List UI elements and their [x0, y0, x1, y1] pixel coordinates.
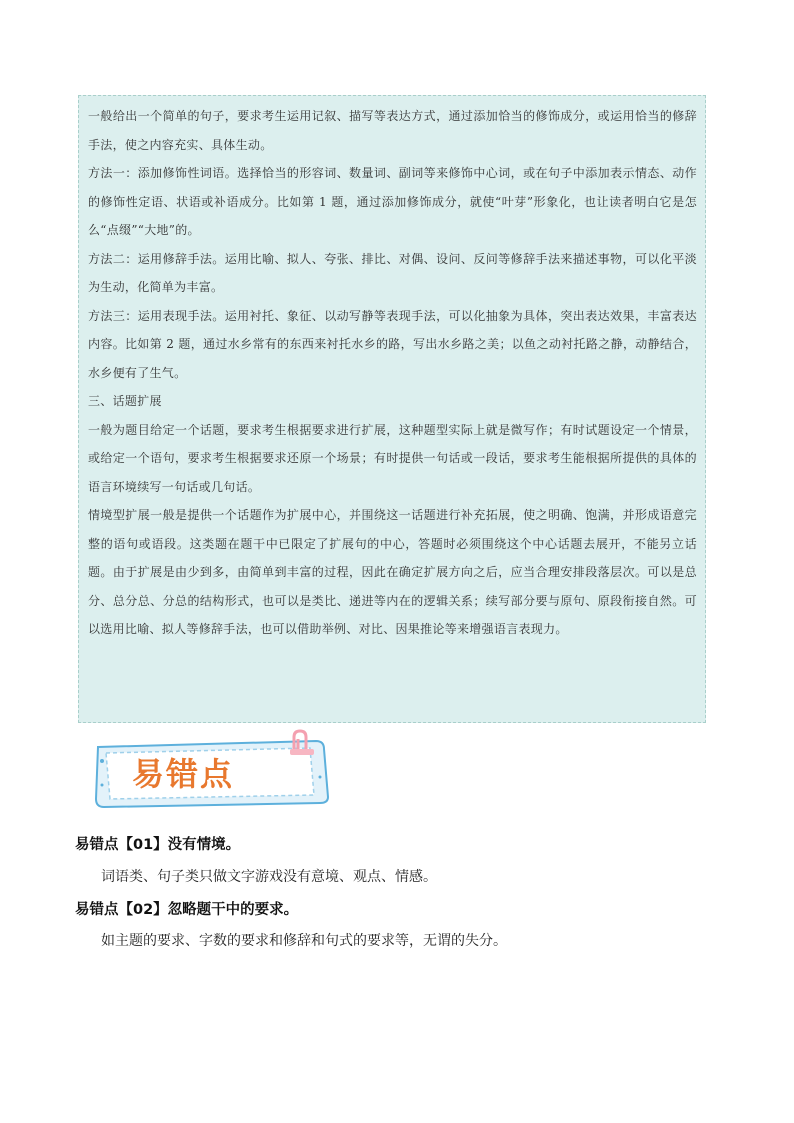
paragraph-method-1: 方法一：添加修饰性词语。选择恰当的形容词、数量词、副词等来修饰中心词，或在句子中添加表示情态、动作的修饰性定语、状语或补语成分。比如第 1 题，通过添加修饰成分，就使“叶芽”形象化，也让读者明白它是怎么“点缀”“大地”的。	[88, 166, 697, 237]
error-points-banner	[92, 737, 332, 809]
paragraph-method-2: 方法二：运用修辞手法。运用比喻、拟人、夸张、排比、对偶、设问、反问等修辞手法来描述事物，可以化平淡为生动，化简单为丰富。	[88, 251, 697, 294]
section-heading-topic-expansion: 三、话题扩展	[88, 394, 162, 408]
method-notes-box	[78, 95, 706, 723]
error-point-1-body: 词语类、句子类只做文字游戏没有意境、观点、情感。	[101, 869, 437, 885]
paragraph-intro: 一般给出一个简单的句子，要求考生运用记叙、描写等表达方式，通过添加恰当的修饰成分，或运用恰当的修辞手法，使之内容充实、具体生动。	[88, 109, 697, 152]
paper-clip-icon	[288, 729, 318, 759]
error-point-2-heading: 易错点【02】忽略题干中的要求。	[75, 902, 299, 918]
error-point-1-heading: 易错点【01】没有情境。	[75, 837, 241, 853]
paragraph-topic-expansion: 一般为题目给定一个话题，要求考生根据要求进行扩展，这种题型实际上就是微写作；有时试题设定一个情景，或给定一个语句，要求考生根据要求还原一个场景；有时提供一句话或一段话，要求考生能根据所提供的具体的语言环境续写一句话或几句话。	[88, 422, 697, 494]
paragraph-situational-expansion: 情境型扩展一般是提供一个话题作为扩展中心，并围绕这一话题进行补充拓展，使之明确、饱满，并形成语意完整的语句或语段。这类题在题干中已限定了扩展句的中心，答题时必须围绕这个中心话题去展开，不能另立话题。由于扩展是由少到多，由简单到丰富的过程，因此在确定扩展方向之后，应当合理安排段落层次。可以是总分、总分总、分总的结构形式，也可以是类比、递进等内在的逻辑关系；续写部分要与原句、原段衔接自然。可以选用比喻、拟人等修辞手法，也可以借助举例、对比、因果推论等来增强语言表现力。	[88, 508, 697, 636]
paragraph-method-3: 方法三：运用表现手法。运用衬托、象征、以动写静等表现手法，可以化抽象为具体，突出表达效果，丰富表达内容。比如第 2 题，通过水乡常有的东西来衬托水乡的路，写出水乡路之美；以鱼之动衬托路之静，动静结合，水乡便有了生气。	[88, 308, 697, 380]
banner-title: 易错点	[132, 755, 235, 793]
error-point-2-body: 如主题的要求、字数的要求和修辞和句式的要求等，无谓的失分。	[101, 933, 507, 949]
